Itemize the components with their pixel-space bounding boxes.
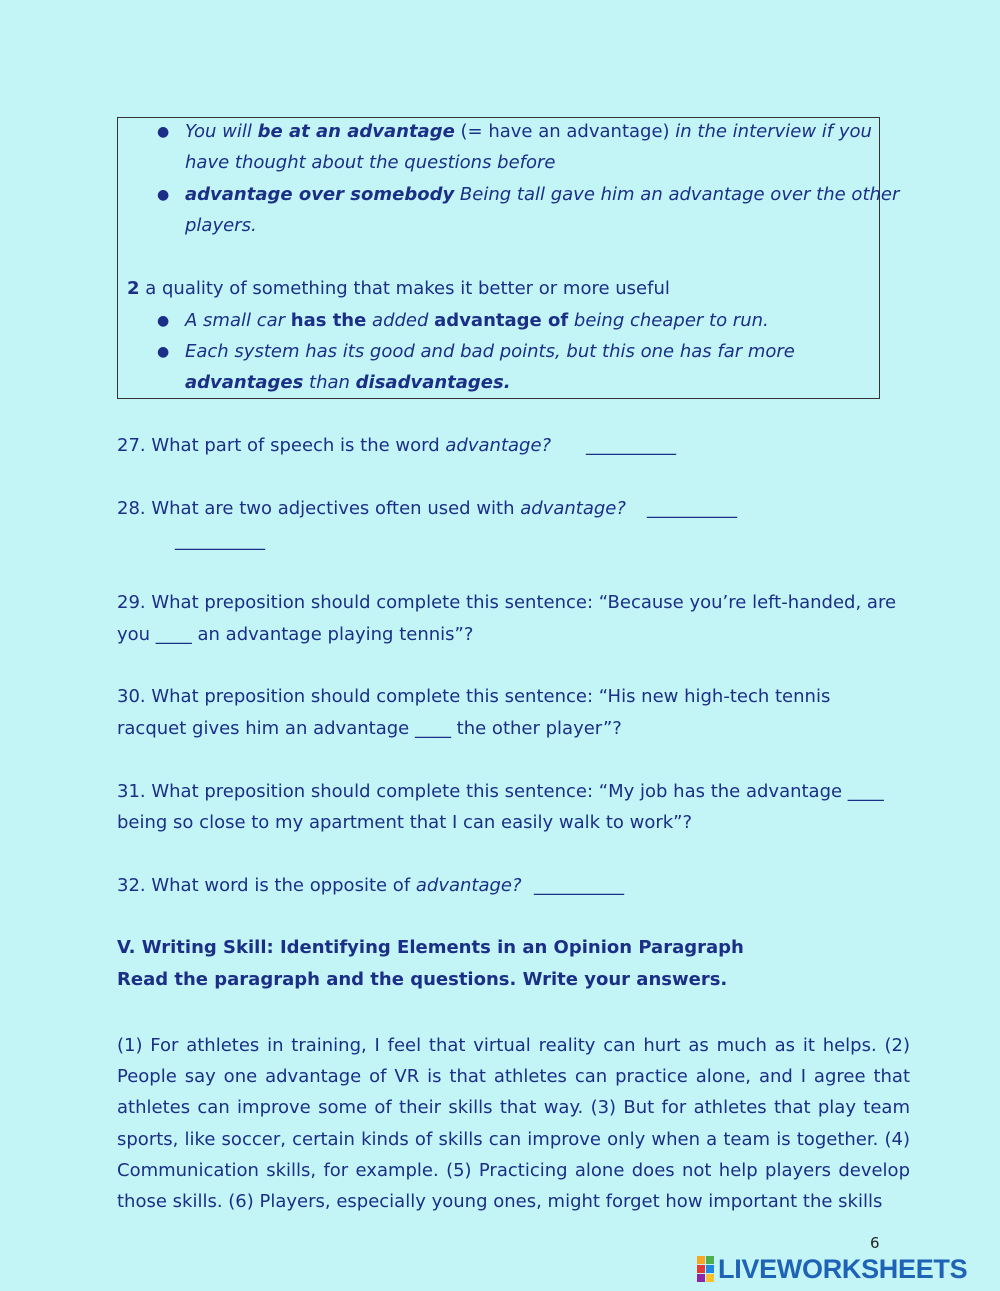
bullet-icon: ● [157,187,170,203]
example-line: advantage over somebody Being tall gave him an advantage over the other [185,184,900,205]
brand-name: LIVEWORKSHEETS [718,1253,968,1284]
section-heading: V. Writing Skill: Identifying Elements in an Opinion Paragraph [117,937,744,958]
answer-blank-27[interactable]: __________ [586,435,676,456]
example-line: A small car has the added advantage of being cheaper to run. [185,310,769,331]
bullet-icon: ● [157,124,170,140]
answer-blank-32[interactable]: __________ [534,875,624,896]
definition-line: 2 a quality of something that makes it better or more useful [127,278,670,299]
section-instruction: Read the paragraph and the questions. Write your answers. [117,969,728,990]
bullet-icon: ● [157,344,170,360]
page-number: 6 [870,1234,880,1252]
example-line: have thought about the questions before [185,152,556,173]
question-27: 27. What part of speech is the word advantage? [117,435,552,456]
bullet-icon: ● [157,313,170,329]
question-30-cont[interactable]: racquet gives him an advantage ____ the other player”? [117,718,622,739]
example-line: You will be at an advantage (= have an advantage) in the interview if you [185,121,872,142]
question-31-cont: being so close to my apartment that I can easily walk to work”? [117,812,693,833]
question-28: 28. What are two adjectives often used with advantage? [117,498,626,519]
question-32: 32. What word is the opposite of advantage? [117,875,522,896]
liveworksheets-logo-icon [697,1256,714,1282]
question-29-cont[interactable]: you ____ an advantage playing tennis”? [117,624,474,645]
opinion-paragraph: (1) For athletes in training, I feel that virtual reality can hurt as much as it helps. (2) People say one advantage of VR is that athletes can practice alone, and I agree that athletes can improve some of their skills that way. (3) But for athletes that play team sports, like soccer, certain kinds of skills can improve only when a team is together. (4) Communication skills, for example. (5) Practicing alone does not help players develop those skills. (6) Players, especially young ones, might forget how important the skills [117,1035,910,1213]
question-31[interactable]: 31. What preposition should complete this sentence: “My job has the advantage ____ [117,781,884,802]
example-line: advantages than disadvantages. [185,372,511,393]
answer-blank-28b[interactable]: __________ [175,530,265,551]
answer-blank-28a[interactable]: __________ [647,498,737,519]
liveworksheets-logo[interactable] [697,1254,967,1284]
example-line: Each system has its good and bad points, but this one has far more [185,341,795,362]
question-29: 29. What preposition should complete this sentence: “Because you’re left-handed, are [117,592,897,613]
example-line: players. [185,215,257,236]
question-30: 30. What preposition should complete this sentence: “His new high-tech tennis [117,686,831,707]
